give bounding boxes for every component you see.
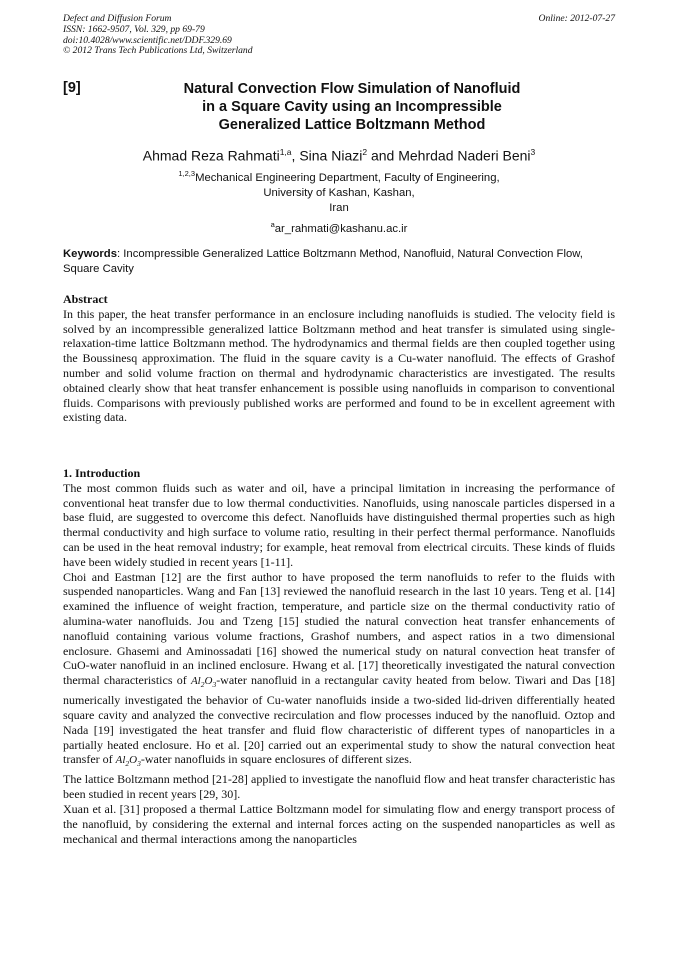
- al2o3-formula: $Al_2O_3$: [190, 675, 217, 690]
- journal-name: Defect and Diffusion Forum: [63, 13, 172, 24]
- affiliation: [63, 166, 615, 216]
- title-line-3: Generalized Lattice Boltzmann Method: [218, 117, 486, 133]
- keywords-text: Incompressible Generalized Lattice Boltzmann Method, Nanofluid, Natural Convection Flow, Square Cavity: [63, 248, 583, 275]
- doi-line: doi:10.4028/www.scientific.net/DDF.329.69: [63, 34, 232, 46]
- author-3-affil: 3: [530, 147, 536, 157]
- title-line-2: in a Square Cavity using an Incompressible: [202, 99, 502, 115]
- abstract-section: [63, 292, 615, 425]
- keywords-label: Keywords: [63, 248, 117, 260]
- author-3: Mehrdad Naderi Beni: [398, 147, 531, 164]
- abstract-heading: Abstract: [63, 292, 108, 306]
- affiliation-line-1: $^{1,2,3}$Mechanical Engineering Department, Faculty of Engineering,: [178, 169, 500, 184]
- author-1-affil: 1,a: [279, 147, 292, 157]
- reference-tag: [9]: [63, 80, 81, 96]
- author-sep-1: ,: [291, 147, 300, 164]
- copyright-line: © 2012 Trans Tech Publications Ltd, Switzerland: [63, 45, 253, 57]
- intro-paragraph-1: The most common fluids such as water and oil, have a principal limitation in increasing the performance of conventional heat transfer due to low thermal conductivities. Nanofluids, using nanoscale particles dispersed in a base fluid, are suggested to overcome this defect. Nanofluids have distinguished thermal properties such as high thermal conductivity and high surface to volume ratio, resulting in their perfect thermal performance. Nanofluids can be used in the heat removal industry; for example, heat removal from electrical circuits. These kinds of fluids have been widely studied in recent years [1-11].: [63, 480, 615, 569]
- intro-paragraph-4: Xuan et al. [31] proposed a thermal Lattice Boltzmann model for simulating flow and energy transport process of the nanofluid, by considering the external and internal forces acting on the suspended nanoparticles as well as mechanical and thermal interactions among the nanoparticles: [63, 801, 615, 846]
- title-line-1: Natural Convection Flow Simulation of Nanofluid: [183, 81, 521, 97]
- issn-line: ISSN: 1662-9507, Vol. 329, pp 69-79: [63, 23, 205, 35]
- intro-paragraph-2: Choi and Eastman [12] are the first author to have proposed the term nanofluids to refer to the fluids with suspended nanoparticles. Wang and Fan [13] reviewed the nanofluid research in the last 10 years. Teng et al. [14] examined the influence of weight fraction, temperature, and particle size on the thermal conductivity ratio of alumina-water nanofluids. Jou and Tzeng [15] studied the natural convection heat transfer enhancements of nanofluid containing various volume fractions, Grashof numbers, and aspect ratios in a two dimensional enclosure. Ghasemi and Aminossadati [16] showed the numerical study on natural convection heat transfer of CuO-water nanofluid in an inclined enclosure. Hwang et al. [17] theoretically investigated the natural convection thermal characteristics of $Al_2O_3$-water nanofluid in a rectangular cavity heated from below. Tiwari and Das [18] numerically investigated the behavior of Cu-water nanofluids inside a two-sided lid-driven differentially heated square cavity and analyzed the convective recirculation and flow processes induced by the nanofluid. Oztop and Nada [19] investigated the heat transfer and fluid flow characteristic of different types of nanoparticles in a partially heated enclosure. Ho et al. [20] carried out an experimental study to show the natural convection heat transfer of $Al_2O_3$-water nanofluids in square enclosures of different sizes.: [63, 569, 615, 769]
- online-date: Online: 2012-07-27: [538, 13, 615, 24]
- email-link[interactable]: ar_rahmati@kashanu.ac.ir: [274, 222, 408, 235]
- author-list: [63, 143, 615, 165]
- intro-paragraph-3: The lattice Boltzmann method [21-28] applied to investigate the nanofluid flow and heat transfer characteristic has been studied in recent years [29, 30].: [63, 772, 615, 802]
- affiliation-line-2: University of Kashan, Kashan,: [263, 186, 415, 199]
- author-1: Ahmad Reza Rahmati: [142, 147, 280, 164]
- email-sup: a: [270, 220, 275, 229]
- abstract-text: In this paper, the heat transfer performance in an enclosure including nanofluids is studied. The velocity field is solved by an incompressible generalized lattice Boltzmann method and heat transfer is simulated using single-relaxation-time lattice Boltzmann method. The hydrodynamics and thermal fields are then coupled together using the Boussinesq approximation. The fluid in the square cavity is a Cu-water nanofluid. The effects of Grashof number and solid volume fraction on thermal and hydrodynamic characteristics are investigated. The results obtained clearly show that heat transfer enhancement is possible using nanofluids in comparison to conventional fluids. Comparisons with previously published works are performed and found to be in excellent agreement with existing data.: [63, 306, 615, 425]
- affiliation-line-3: Iran: [329, 201, 349, 214]
- journal-header: [63, 14, 615, 57]
- affiliation-sup: 1,2,3: [178, 169, 196, 178]
- author-sep-2: and: [367, 147, 399, 164]
- author-2: Sina Niazi: [299, 147, 363, 164]
- author-email: [63, 217, 615, 237]
- paper-title: [126, 80, 578, 134]
- introduction-section: [63, 466, 615, 846]
- introduction-heading: 1. Introduction: [63, 466, 141, 480]
- author-2-affil: 2: [362, 147, 368, 157]
- al2o3-formula: $Al_2O_3$: [115, 754, 141, 769]
- keywords: Keywords: Incompressible Generalized Lattice Boltzmann Method, Nanofluid, Natural Convection Flow, Square Cavity: [63, 248, 583, 275]
